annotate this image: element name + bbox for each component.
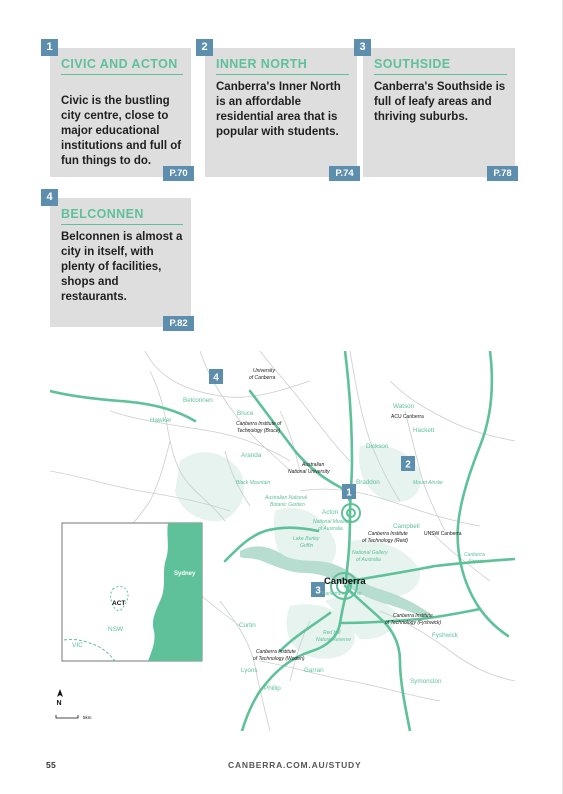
landmark-lake-line2: Griffin <box>300 543 314 549</box>
area-description: Canberra's Inner North is an affordable residential area that is popular with students. <box>216 81 341 138</box>
sydney-dot <box>164 569 170 575</box>
suburb-dickson: Dickson <box>366 443 389 450</box>
suburb-hawker: Hawker <box>150 417 172 424</box>
map-marker-4[interactable] <box>209 369 223 384</box>
area-card-civic-acton <box>46 41 191 179</box>
suburb-bruce: Bruce <box>237 410 254 417</box>
institution-cit-woden-line1: Canberra Institute <box>256 649 296 655</box>
landmark-botanic-line2: Botanic Garden <box>270 502 305 508</box>
map-marker-1[interactable] <box>342 484 356 499</box>
area-title: INNER NORTH <box>216 57 349 75</box>
landmark-red-hill-line2: Nature Reserve <box>316 637 352 643</box>
institution-anu-line2: National University <box>288 469 330 475</box>
city-label-canberra: Canberra <box>324 576 366 587</box>
institution-cit-woden-line2: of Technology (Woden) <box>253 656 305 662</box>
landmark-lake-line1: Lake Burley <box>293 536 320 542</box>
institution-cit-reid-line1: Canberra Institute <box>368 531 408 537</box>
suburb-curtin: Curtin <box>239 622 256 629</box>
institution-cit-fyshwick-line1: Canberra Institute <box>393 613 433 619</box>
suburb-campbell: Campbell <box>393 523 420 530</box>
institution-cit-bruce-line2: Technology (Bruce) <box>237 428 281 434</box>
area-description: Civic is the bustling city centre, close to major educational institutions and full of fun things to do. <box>61 95 182 167</box>
suburb-lyons: Lyons <box>241 667 258 674</box>
landmark-museum-line1: National Museum <box>313 519 352 525</box>
landmark-black-mountain: Black Mountain <box>236 480 271 486</box>
area-title: BELCONNEN <box>61 207 183 225</box>
marker-label: 1 <box>346 487 352 499</box>
landmark-mount-ainslie: Mount Ainslie <box>413 480 443 486</box>
landmark-airport-line2: Airport <box>468 559 483 565</box>
area-description: Canberra's Southside is full of leafy areas and thriving suburbs. <box>374 81 506 123</box>
landmark-parliament: Parliament House <box>322 591 362 597</box>
institution-cit-reid-line2: of Technology (Reid) <box>362 538 408 544</box>
area-number-badge: 1 <box>41 39 58 56</box>
area-number-badge: 2 <box>196 39 213 56</box>
area-card-inner-north <box>201 41 357 179</box>
area-number-badge: 4 <box>41 189 58 206</box>
marker-label: 3 <box>315 585 321 597</box>
area-card-belconnen <box>46 191 191 329</box>
institution-cit-fyshwick-line2: of Technology (Fyshwick) <box>385 620 442 626</box>
institution-unsw: UNSW Canberra <box>424 531 462 537</box>
north-label: N <box>56 700 62 707</box>
footer-site-url[interactable]: CANBERRA.COM.AU/STUDY <box>228 760 362 770</box>
area-number-badge: 3 <box>354 39 371 56</box>
inset-label-act: ACT <box>112 600 126 607</box>
canberra-map <box>50 351 515 731</box>
landmark-botanic-line1: Australian National <box>265 495 307 501</box>
marker-label: 2 <box>405 459 411 471</box>
suburb-aranda: Aranda <box>241 452 262 459</box>
inset-label-sydney: Sydney <box>174 571 196 577</box>
institution-anu-line1: Australian <box>302 462 325 468</box>
inset-label-vic: VIC <box>72 642 83 649</box>
page-reference-badge[interactable]: P.78 <box>487 166 518 181</box>
landmark-gallery-line2: of Australia <box>356 557 381 563</box>
marker-label: 4 <box>213 372 219 384</box>
map-marker-2[interactable] <box>401 456 415 471</box>
suburb-fyshwick: Fyshwick <box>432 632 458 639</box>
inset-map <box>62 523 202 661</box>
suburb-phillip: Phillip <box>264 685 281 692</box>
landmark-red-hill-line1: Red Hill <box>323 630 341 636</box>
area-card-southside <box>359 41 515 179</box>
page-reference-badge[interactable]: P.82 <box>163 316 194 331</box>
page-reference-badge[interactable]: P.70 <box>163 166 194 181</box>
scale-label: 5km <box>83 715 92 720</box>
institution-cit-bruce-line1: Canberra Institute of <box>236 421 282 427</box>
suburb-symonston: Symonston <box>410 678 442 685</box>
suburb-garran: Garran <box>304 667 324 674</box>
institution-uc-line2: of Canberra <box>249 375 276 381</box>
institution-uc-line1: University <box>253 368 275 374</box>
page-number: 55 <box>46 760 57 770</box>
area-title: SOUTHSIDE <box>374 57 507 75</box>
area-title: CIVIC AND ACTON <box>61 57 183 75</box>
suburb-watson: Watson <box>393 403 415 410</box>
suburb-belconnen: Belconnen <box>183 397 213 404</box>
suburb-braddon: Braddon <box>356 479 380 486</box>
landmark-airport-line1: Canberra <box>464 552 485 558</box>
page-reference-badge[interactable]: P.74 <box>329 166 360 181</box>
landmark-gallery-line1: National Gallery <box>352 550 388 556</box>
suburb-hackett: Hackett <box>413 427 435 434</box>
institution-acu: ACU Canberra <box>391 414 424 420</box>
landmark-museum-line2: of Australia <box>318 526 343 532</box>
inset-label-nsw: NSW <box>108 626 124 633</box>
area-description: Belconnen is almost a city in itself, with plenty of facilities, shops and restaurants. <box>61 231 183 303</box>
suburb-acton: Acton <box>322 509 339 516</box>
